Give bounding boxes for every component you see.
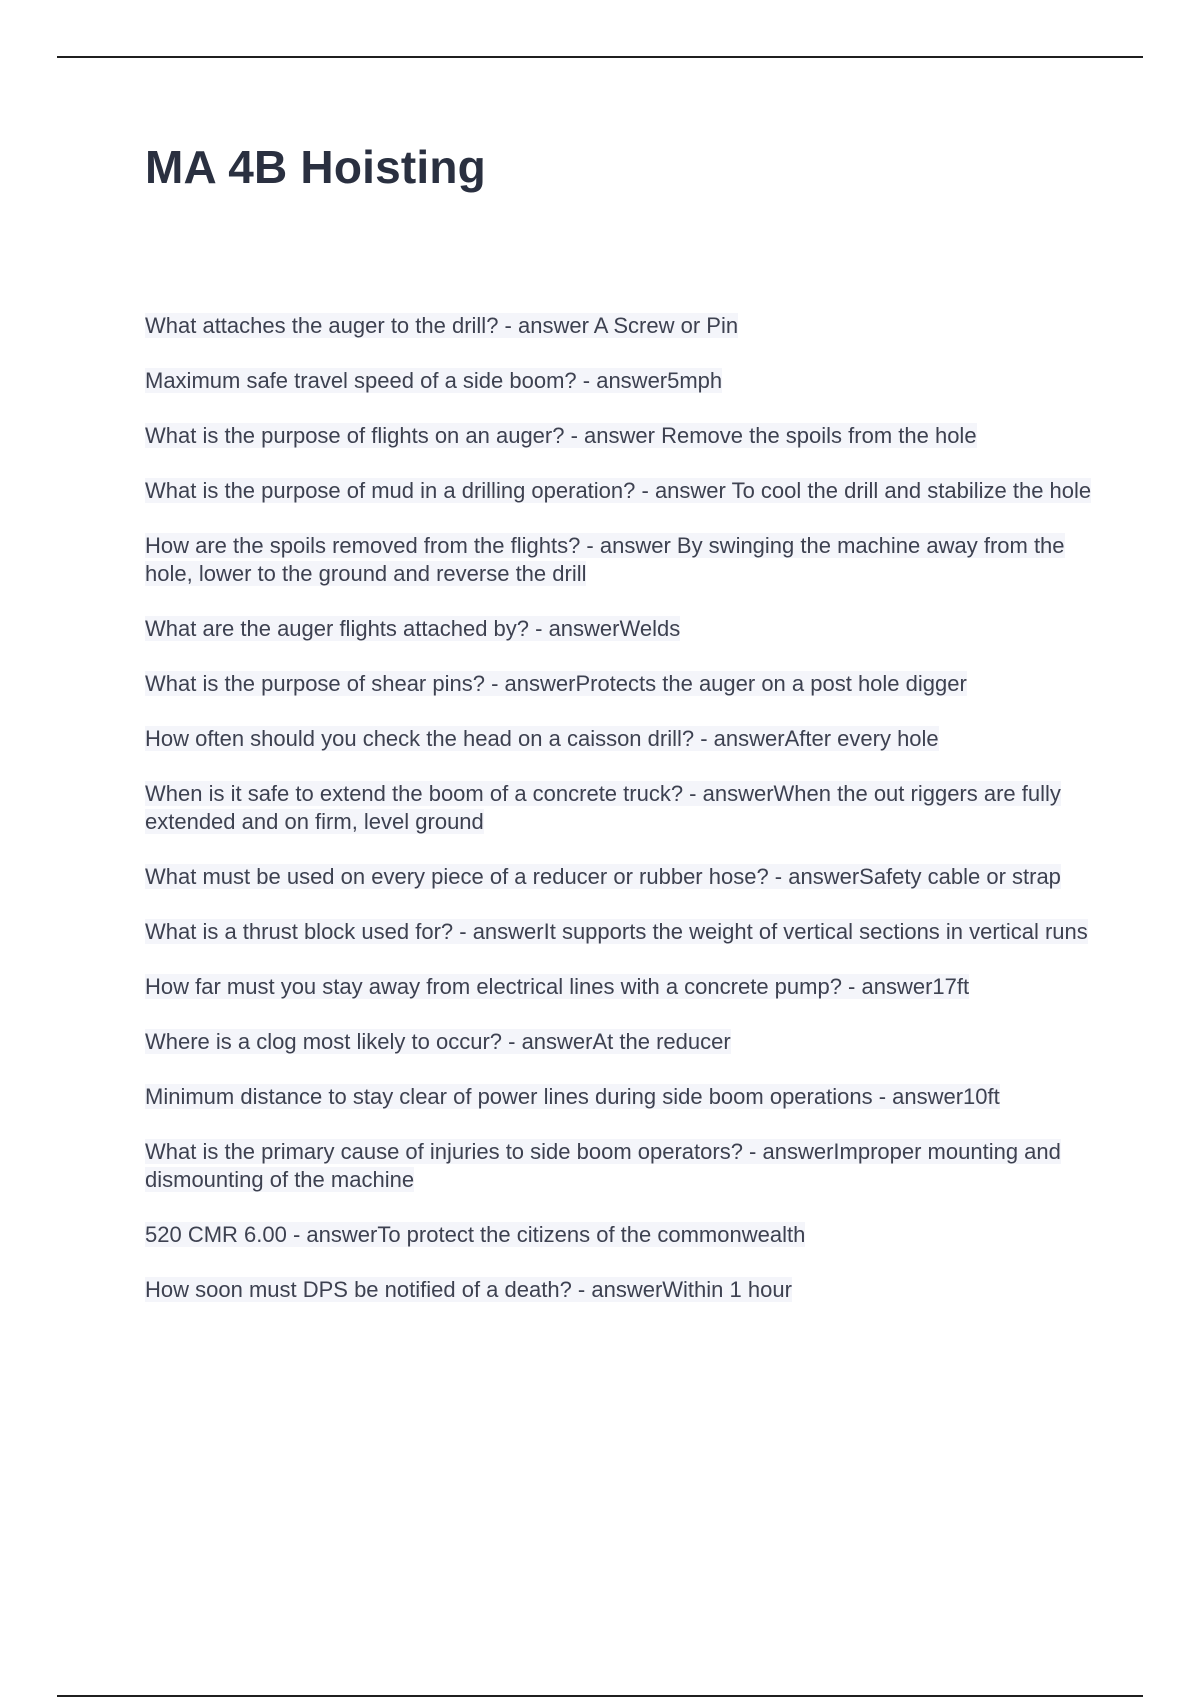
qa-item <box>145 1138 1095 1194</box>
qa-text: How soon must DPS be notified of a death? - answerWithin 1 hour <box>145 1277 792 1302</box>
qa-item <box>145 1083 1095 1111</box>
qa-text: When is it safe to extend the boom of a concrete truck? - answerWhen the out riggers are fully extended and on firm, level ground <box>145 781 1061 834</box>
qa-text: How far must you stay away from electrical lines with a concrete pump? - answer17ft <box>145 974 970 999</box>
qa-text: What is the purpose of flights on an auger? - answer Remove the spoils from the hole <box>145 423 977 448</box>
qa-text: What is a thrust block used for? - answerIt supports the weight of vertical sections in vertical runs <box>145 919 1088 944</box>
qa-text: Minimum distance to stay clear of power lines during side boom operations - answer10ft <box>145 1084 1000 1109</box>
top-divider <box>57 56 1143 58</box>
qa-item <box>145 973 1095 1001</box>
qa-item <box>145 1028 1095 1056</box>
qa-item <box>145 780 1095 836</box>
page-title: MA 4B Hoisting <box>145 141 486 193</box>
qa-text: What is the purpose of mud in a drilling operation? - answer To cool the drill and stabilize the hole <box>145 478 1092 503</box>
qa-item <box>145 477 1095 505</box>
qa-item <box>145 532 1095 588</box>
qa-text: What is the purpose of shear pins? - answerProtects the auger on a post hole digger <box>145 671 967 696</box>
qa-text: Where is a clog most likely to occur? - answerAt the reducer <box>145 1029 731 1054</box>
qa-text: What must be used on every piece of a reducer or rubber hose? - answerSafety cable or strap <box>145 864 1061 889</box>
qa-item <box>145 615 1095 643</box>
qa-text: What are the auger flights attached by? - answerWelds <box>145 616 681 641</box>
qa-item <box>145 312 1095 340</box>
qa-text: What attaches the auger to the drill? - answer A Screw or Pin <box>145 313 739 338</box>
qa-item <box>145 367 1095 395</box>
qa-text: 520 CMR 6.00 - answerTo protect the citizens of the commonwealth <box>145 1222 806 1247</box>
qa-item <box>145 670 1095 698</box>
qa-item <box>145 725 1095 753</box>
qa-text: How are the spoils removed from the flights? - answer By swinging the machine away from the hole, lower to the ground and reverse the drill <box>145 533 1065 586</box>
qa-item <box>145 918 1095 946</box>
qa-item <box>145 863 1095 891</box>
qa-text: How often should you check the head on a caisson drill? - answerAfter every hole <box>145 726 939 751</box>
qa-text: What is the primary cause of injuries to side boom operators? - answerImproper mounting and dismounting of the machine <box>145 1139 1061 1192</box>
qa-item <box>145 1221 1095 1249</box>
qa-list <box>145 312 1095 1331</box>
qa-item <box>145 1276 1095 1304</box>
qa-text: Maximum safe travel speed of a side boom? - answer5mph <box>145 368 723 393</box>
qa-item <box>145 422 1095 450</box>
bottom-divider <box>57 1695 1143 1697</box>
